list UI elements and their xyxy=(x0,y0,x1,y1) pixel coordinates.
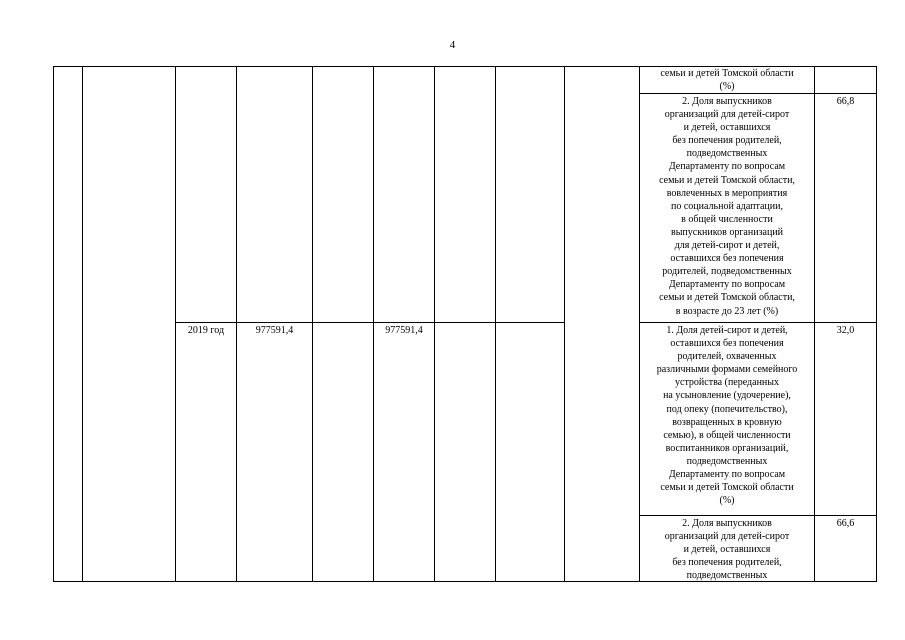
indicator-text: 1. Доля детей-сирот и детей, оставшихся без попечения родителей, охваченных различными формами семейного устройства (переданных на усыновление (удочерение), под опеку (попечительство), возвращенных в кровную семью), в общей численности воспитанников организаций, подведомственных Департаменту по вопросам семьи и детей Томской области (%) xyxy=(656,325,798,507)
year-cell: 2019 год xyxy=(187,325,225,336)
data-table xyxy=(53,66,877,582)
indicator-text: 2. Доля выпускников организаций для детей-сирот и детей, оставшихся без попечения родителей, подведомственных xyxy=(664,518,790,582)
indicator-value: 66,6 xyxy=(836,518,855,529)
indicator-value: 32,0 xyxy=(836,325,855,336)
col-border-8 xyxy=(564,66,565,582)
row-border-indicator-3 xyxy=(639,515,877,516)
row-border-year-2019 xyxy=(175,322,564,323)
col-border-7 xyxy=(495,66,496,582)
page-number: 4 xyxy=(449,39,456,51)
col-border-6 xyxy=(434,66,435,582)
regional-funding-cell: 977591,4 xyxy=(385,325,423,336)
indicator-text: семьи и детей Томской области (%) xyxy=(660,68,794,93)
col-border-11 xyxy=(876,66,877,582)
indicator-value: 66,8 xyxy=(836,96,855,107)
col-border-4 xyxy=(312,66,313,582)
total-funding-cell: 977591,4 xyxy=(255,325,294,336)
col-border-1 xyxy=(82,66,83,582)
col-border-0 xyxy=(53,66,54,582)
indicator-text: 2. Доля выпускников организаций для детей-сирот и детей, оставшихся без попечения родителей, подведомственных Департаменту по вопросам семьи и детей Томской области, вовлеченных в мероприятия по социальной адаптации, в общей численности выпускников организаций для детей-сирот и детей, оставшихся без попечения родителей, подведомственных Департаменту по вопросам семьи и детей Томской области, в возрасте до 23 лет (%) xyxy=(659,96,795,317)
row-border-indicator-2 xyxy=(639,322,877,323)
